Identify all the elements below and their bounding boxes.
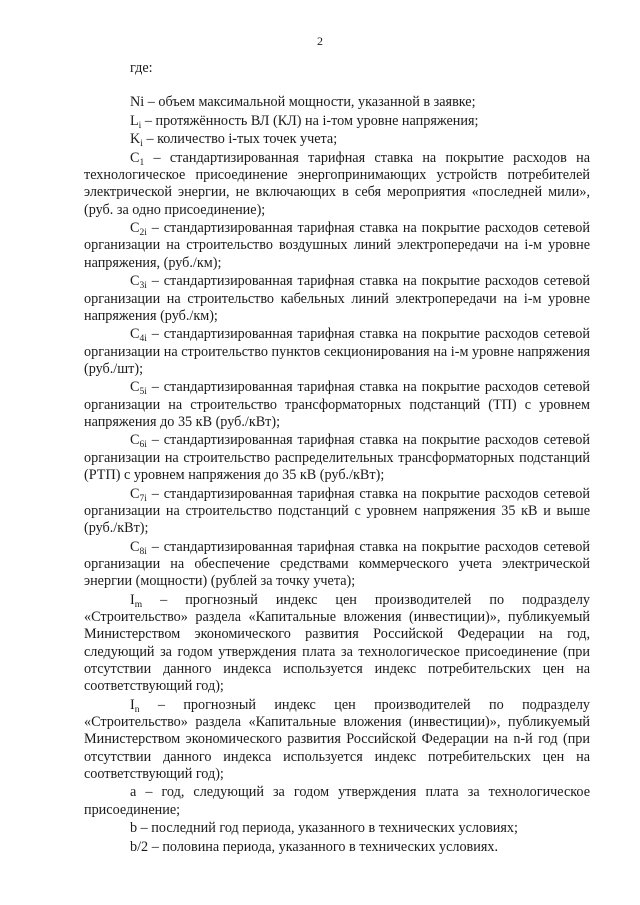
symbol-subscript: m	[134, 599, 143, 610]
definition-text: – стандартизированная тарифная ставка на покрытие расходов сетевой организации на строительство подстанций с уровнем напряжения 35 кВ и выше (руб./кВт);	[84, 485, 590, 537]
definition-item	[84, 820, 590, 837]
definition-text: – объем максимальной мощности, указанной в заявке;	[144, 94, 476, 111]
definition-item	[84, 539, 590, 591]
symbol-base: N	[130, 94, 141, 111]
symbol-base: K	[130, 131, 141, 148]
symbol-base: C	[130, 273, 140, 290]
definition-item	[84, 220, 590, 272]
symbol-base: C	[130, 220, 140, 237]
intro-where: где:	[130, 60, 153, 76]
symbol-base: C	[130, 149, 140, 166]
definition-item	[84, 486, 590, 538]
definition-symbol	[130, 539, 147, 555]
definition-text: – стандартизированная тарифная ставка на покрытие расходов сетевой организации на строительство пунктов секционирования на i-м уровне напряжения (руб./шт);	[84, 326, 590, 377]
symbol-base: C	[130, 326, 140, 343]
symbol-base: I	[130, 696, 135, 713]
definition-text: – стандартизированная тарифная ставка на покрытие расходов сетевой организации на обеспечение средствами коммерческого учета электрической энергии (мощности) (рублей за точку учета);	[84, 538, 590, 590]
symbol-subscript: 3i	[139, 281, 147, 292]
definition-symbol	[130, 432, 147, 451]
definition-symbol	[130, 94, 144, 110]
definition-symbol	[130, 326, 147, 345]
definition-item	[84, 379, 590, 431]
symbol-base: b/2	[130, 838, 149, 855]
definition-item	[84, 432, 590, 484]
definition-text: – стандартизированная тарифная ставка на покрытие расходов сетевой организации на строительство трансформаторных подстанций (ТП) с уровнем напряжения до 35 кВ (руб./кВт);	[84, 379, 590, 430]
symbol-base: C	[130, 538, 140, 555]
definition-symbol	[130, 220, 147, 239]
definition-symbol	[130, 131, 143, 150]
definition-symbol	[130, 273, 147, 292]
definition-text: – стандартизированная тарифная ставка на покрытие расходов сетевой организации на строительство кабельных линий электропередачи на i-м уровне напряжения (руб./км);	[84, 273, 590, 324]
definition-item	[84, 131, 590, 148]
definition-symbol	[130, 379, 147, 398]
symbol-subscript: 1	[139, 157, 145, 168]
symbol-subscript: 7i	[139, 493, 147, 504]
symbol-base: C	[130, 485, 140, 502]
symbol-subscript: 8i	[139, 546, 147, 557]
definition-text: – стандартизированная тарифная ставка на покрытие расходов сетевой организации на строительство воздушных линий электропередачи на i-м уровне напряжения, (руб./км);	[84, 220, 590, 271]
definition-symbol	[130, 150, 144, 166]
definition-text: – год, следующий за годом утверждения плата за технологическое присоединение;	[84, 784, 590, 818]
definition-item	[84, 113, 590, 130]
symbol-subscript: i	[138, 120, 142, 131]
document-body	[84, 60, 590, 857]
symbol-base: I	[130, 591, 135, 608]
definition-symbol	[130, 486, 147, 502]
definition-text: – прогнозный индекс цен производителей по подразделу «Строительство» раздела «Капитальные вложения (инвестиции)», публикуемый Министерством экономического развития Российской Федерации на год, следующий за годом утверждения плата за технологическое присоединение (при отсутствии данного индекса используется индекс потребительских цен на соответствующий год);	[84, 591, 590, 695]
definitions-list	[84, 94, 590, 856]
symbol-base: C	[130, 432, 140, 449]
definition-item	[84, 784, 590, 819]
symbol-subscript: i	[140, 139, 143, 150]
symbol-base: b	[130, 820, 138, 837]
definition-item	[84, 94, 590, 111]
symbol-tail: i	[140, 94, 145, 111]
definition-symbol	[130, 113, 141, 129]
symbol-base: L	[130, 112, 139, 129]
definition-item	[84, 273, 590, 325]
symbol-base: C	[130, 379, 140, 396]
page-number: 2	[317, 34, 323, 48]
symbol-subscript: n	[134, 704, 140, 715]
definition-item	[84, 150, 590, 219]
definition-text: – стандартизированная тарифная ставка на покрытие расходов на технологическое присоединение энергопринимающих устройств потребителей электрической энергии, не включающих в себя мероприятия «последней мили», (руб. за одно присоединение);	[84, 149, 590, 218]
definition-item	[84, 326, 590, 378]
symbol-subscript: 6i	[139, 440, 147, 451]
symbol-base: a	[130, 784, 137, 801]
definition-text: – прогнозный индекс цен производителей по подразделу «Строительство» раздела «Капитальные вложения (инвестиции)», публикуемый Министерством экономического развития Российской Федерации на n-й год (при отсутствии данного индекса используется индекс потребительских цен на соответствующий год);	[84, 696, 590, 782]
definition-item	[84, 592, 590, 696]
definition-text: – количество i-тых точек учета;	[142, 131, 338, 148]
symbol-subscript: 4i	[139, 334, 147, 345]
definition-item	[84, 697, 590, 783]
definition-symbol	[130, 592, 142, 608]
definition-text: – протяжённость ВЛ (КЛ) на i-том уровне напряжения;	[141, 112, 479, 129]
definition-symbol	[130, 839, 148, 855]
symbol-subscript: 5i	[139, 387, 147, 398]
symbol-subscript: 2i	[139, 228, 147, 239]
definition-item	[84, 839, 590, 856]
definition-text: – последний год периода, указанного в технических условиях;	[137, 820, 518, 837]
definition-text: – половина периода, указанного в технических условиях.	[148, 838, 499, 855]
definition-text: – стандартизированная тарифная ставка на покрытие расходов сетевой организации на строительство распределительных трансформаторных подстанций (РТП) с уровнем напряжения до 35 кВ (руб./кВт);	[84, 432, 590, 484]
